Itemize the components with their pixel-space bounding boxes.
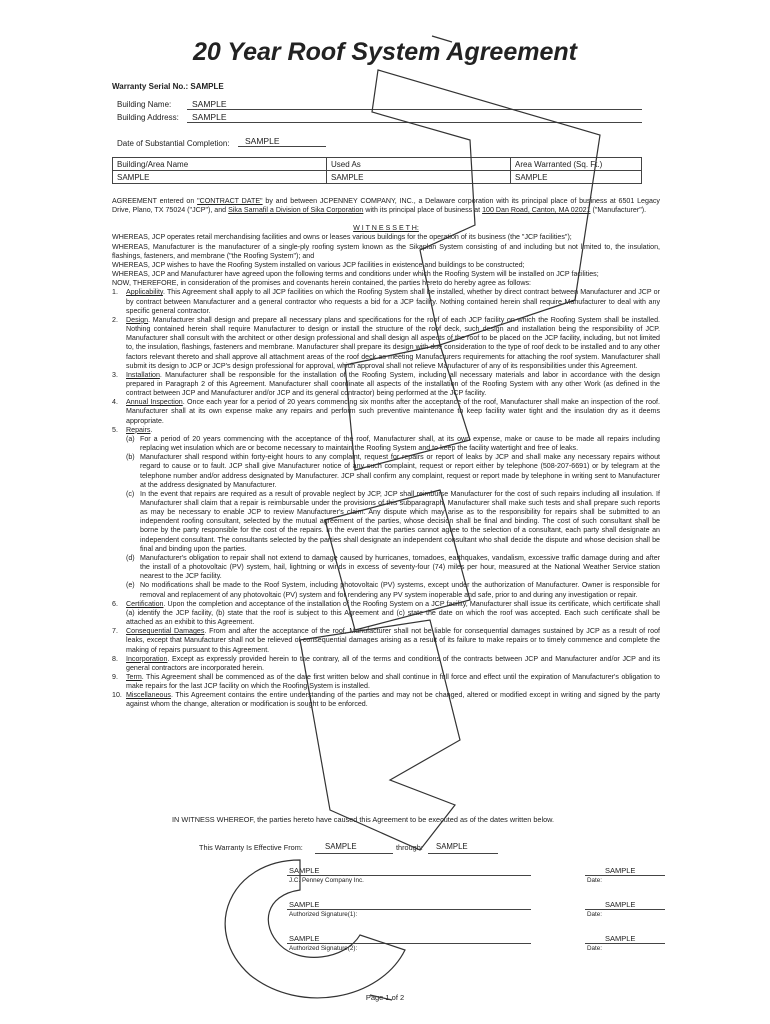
clause-text: . Manufacturer shall design and prepare all necessary plans and specifications for the roof of each JCP facility on which the Roofing System shall be installed. Nothing contained herein shall require Manufacturer to design or install the structure of the roof deck, such design and installation being the responsibility of JCP. Manufacturer shall consult with the architect or other design professional and shall design all aspects of the roof to be placed on the JCP facility, including, but not limited to, the insulation, flashings, fasteners and membrane. Manufacturer shall prepare its design with due consideration to the type of roof deck to be installed and to any other factors relevant thereto and shall approve all attachment areas of the roof deck as meeting Manufacturers requirements for attaching the roof system. Manufacturer shall submit its design to JCP or JCP's design professional for approval, which approval shall not relieve Manufacturer of any of its responsibilities under this Agreement. <box>126 315 660 370</box>
building-address-line <box>187 122 642 123</box>
page-title: 20 Year Roof System Agreement <box>193 38 577 66</box>
building-name-line <box>187 109 642 110</box>
clause-number: 2. <box>112 315 118 324</box>
signature-date-value: SAMPLE <box>605 934 636 943</box>
whereas-paragraph: NOW, THEREFORE, in consideration of the promises and covenants herein contained, the parties hereto do hereby agree as follows: <box>112 279 532 288</box>
subclause-text: Manufacturer's obligation to repair shall not extend to damage caused by hurricanes, tornadoes, earthquakes, vandalism, excessive traffic damage during and after the install of a photovoltaic (PV) system, hail, lightning or winds in excess of seventy-four (74) miles per hour, measured at the National Weather Service station nearest to the JCP facility. <box>140 553 660 581</box>
warranty-serial-value: SAMPLE <box>190 82 224 91</box>
building-address-label: Building Address: <box>117 113 179 122</box>
intro-text: AGREEMENT entered on <box>112 197 195 205</box>
signature-date-label: Date: <box>587 945 603 952</box>
repair-subclause <box>112 453 660 490</box>
clause-item <box>112 655 660 673</box>
subclause-letter: (b) <box>126 453 135 462</box>
witness-statement: IN WITNESS WHEREOF, the parties hereto have caused this Agreement to be executed as of the dates written below. <box>172 815 555 824</box>
completion-line <box>238 146 326 147</box>
clause-item <box>112 316 660 371</box>
clause-item <box>112 371 660 398</box>
warranty-serial <box>112 81 224 92</box>
contract-date: "CONTRACT DATE" <box>197 197 263 205</box>
intro-text: by and between JCPENNEY COMPANY, INC., a Delaware corporation with its principal place of business at 6501 Legacy Drive, Plano, TX 75024 ("JCP"), and <box>112 197 660 215</box>
subclause-text: In the event that repairs are required as a result of provable neglect by JCP, JCP shall reimburse Manufacturer for the cost of such repairs including all insulation. If Manufacturer shall claim that a repair is reimbursable under the provisions of this subparagraph, Manufacturer shall make such tests and shall prepare such reports as may be necessary to enable JCP to review Manufacturer's claim. Any dispute which may arise as to the responsibility for repairs shall be submitted to an independent roofing consultant, selected by the mutual agreement of the parties, whose decision shall be final and binding. The cost of such consultant shall be borne by the party responsible for the cost of the repairs. In the event that the parties cannot agree to the selection of a consultant, each party shall designate an independent consultant. The consultants selected by the parties shall designate an independent consultant who shall decide the dispute and whose decision shall be final and binding upon the parties. <box>140 489 660 553</box>
date-line <box>585 909 665 910</box>
clause-heading: Design <box>126 315 149 324</box>
clause-heading: Incorporation <box>126 654 168 663</box>
effective-label: This Warranty Is Effective From: <box>199 843 303 852</box>
clause-number: 5. <box>112 425 118 434</box>
signature-line <box>287 943 531 944</box>
clause-heading: Certification <box>126 599 164 608</box>
clause-text: . This Agreement shall be commenced as of the date first written below and shall continue in full force and effect until the expiration of Manufacturer's obligation to make repairs for the last JCP facility on which the Roofing System is installed. <box>126 672 660 691</box>
clause-heading: Miscellaneous <box>126 691 171 700</box>
effective-through-line <box>428 853 498 854</box>
intro-text: with its principal place of business at <box>365 206 481 215</box>
clause-item <box>112 426 660 435</box>
repair-subclause <box>112 581 660 599</box>
clause-number: 1. <box>112 288 118 297</box>
clause-number: 3. <box>112 370 118 379</box>
signature-caption: Authorized Signature(2): <box>289 945 358 952</box>
completion-label: Date of Substantial Completion: <box>117 139 230 148</box>
signature-name: SAMPLE <box>289 900 320 909</box>
clause-item <box>112 691 660 709</box>
completion-value: SAMPLE <box>245 136 280 146</box>
signature-name: SAMPLE <box>289 934 320 943</box>
clause-number: 10. <box>112 691 122 700</box>
clause-item <box>112 398 660 425</box>
clause-text: . Manufacturer shall be responsible for the installation of the Roofing System, including all necessary materials and labor in accordance with the design prepared in Paragraph 2 of this Agreement. Manufacturer shall coordinate all aspects of the installation of the Roofing System with any other Work (as defined in the contract between JCP and Manufacturer and/or JCP and its general contractor) being performed at the JCP facility. <box>126 370 660 398</box>
whereas-paragraph: WHEREAS, Manufacturer is the manufacturer of a single-ply roofing system known as the Sikaplan System consisting of and including but not limited to, the insulation, flashings, fasteners, and membrane ("the Roofing System"); and <box>112 242 660 260</box>
witnesseth-heading: W I T N E S S E T H: <box>353 224 419 233</box>
clause-text: . This Agreement contains the entire understanding of the parties and may not be changed, altered or modified except in writing and signed by the party against whom the change, alteration or modification is sought to be enforced. <box>126 691 660 709</box>
subclause-letter: (e) <box>126 581 135 590</box>
signature-caption: J.C. Penney Company Inc. <box>289 877 364 884</box>
clause-text: . <box>150 425 153 434</box>
building-name-value: SAMPLE <box>192 99 227 109</box>
clause-heading: Consequential Damages <box>126 627 205 636</box>
subclause-text: Manufacturer shall respond within forty-eight hours to any complaint, request for repairs or report of leaks by JCP and shall make any necessary repairs without regard to cause or to fault. JCP shall give Manufacturer notice of any such complaint, request or report either by telephone (508-207-6691) or by telegram at the telephone number and/or address designated by Manufacturer. JCP shall confirm any complaint, request or report made by telephone in writing sent to Manufacturer at the address designated by Manufacturer. <box>140 453 660 489</box>
clause-item <box>112 288 660 315</box>
effective-from: SAMPLE <box>325 842 357 851</box>
table-row <box>113 171 642 184</box>
intro-text: ("Manufacturer"). <box>592 206 647 215</box>
subclause-letter: (c) <box>126 489 135 498</box>
clause-heading: Applicability <box>126 288 163 297</box>
effective-from-line <box>315 853 393 854</box>
date-line <box>585 875 665 876</box>
area-table <box>112 157 642 184</box>
clause-item <box>112 673 660 691</box>
effective-through-label: through: <box>396 843 423 852</box>
building-name-label: Building Name: <box>117 100 172 109</box>
whereas-paragraph: WHEREAS, JCP and Manufacturer have agreed upon the following terms and conditions under which the Roofing System will be installed on JCP facilities; <box>112 270 599 279</box>
clause-heading: Repairs <box>126 425 151 434</box>
agreement-body <box>112 197 660 710</box>
signature-caption: Authorized Signature(1): <box>289 911 358 918</box>
page-number: Page 1 of 2 <box>365 993 405 1002</box>
clause-number: 4. <box>112 398 118 407</box>
clause-text: . Once each year for a period of 20 years commencing six months after the acceptance of the roof, Manufacturer shall make an inspection of the roof. Manufacturer shall at its own expense make any repairs and perform such preventive maintenance to keep facility water tight and the insulation dry as it deems appropriate. <box>126 398 661 425</box>
table-header: Area Warranted (Sq. Ft.) <box>511 158 642 171</box>
signature-date-label: Date: <box>587 877 603 884</box>
manufacturer-address: 100 Dan Road, Canton, MA 02021 <box>482 206 591 215</box>
effective-through: SAMPLE <box>436 842 468 851</box>
clause-number: 6. <box>112 599 118 608</box>
table-cell: SAMPLE <box>511 171 642 184</box>
signature-name: SAMPLE <box>289 866 320 875</box>
clause-item <box>112 627 660 654</box>
repair-subclause <box>112 490 660 554</box>
whereas-paragraph: WHEREAS, JCP wishes to have the Roofing System installed on various JCP facilities in existence and buildings to be constructed; <box>112 260 525 269</box>
table-header: Used As <box>327 158 511 171</box>
signature-date-value: SAMPLE <box>605 866 636 875</box>
subclause-text: No modifications shall be made to the Roof System, including photovoltaic (PV) systems, except under the authorization of Manufacturer. Owner is responsible for removal and replacement of any photovoltaic (PV) system and for rendering any PV system inoperable and safe, prior to and during any investigation or repair. <box>140 581 660 599</box>
manufacturer-name: Sika Sarnafil a Division of Sika Corporation <box>228 206 364 215</box>
table-cell: SAMPLE <box>327 171 511 184</box>
clause-text: . Upon the completion and acceptance of the installation of the Roofing System on a JCP facility, Manufacturer shall issue its certificate, which certificate shall (a) identify the JCP facility, (b) state that the roof is subject to this Agreement and (c) state the date on which the roof was accepted. Each such certificate shall be attached as an exhibit to this Agreement. <box>126 599 660 627</box>
signature-line <box>287 909 531 910</box>
table-cell: SAMPLE <box>113 171 327 184</box>
clause-number: 9. <box>112 672 118 681</box>
repair-subclause <box>112 435 660 453</box>
clause-heading: Term <box>126 672 142 681</box>
date-line <box>585 943 665 944</box>
clause-text: . Except as expressly provided herein to the contrary, all of the terms and conditions of the contracts between JCP and Manufacturer and/or JCP and its general contractors are incorporated herein. <box>126 654 660 672</box>
table-header: Building/Area Name <box>113 158 327 171</box>
subclause-text: For a period of 20 years commencing with the acceptance of the roof, Manufacturer shall, at its own expense, make or cause to be made all repairs including replacing wet insulation which are or become necessary to maintain the Roofing System and to keep the facility watertight and free of leaks. <box>140 434 660 453</box>
whereas-paragraph: WHEREAS, JCP operates retail merchandising facilities and owns or leases various buildings for the operation of its business (the "JCP facilities"); <box>112 233 572 242</box>
repair-subclause <box>112 554 660 581</box>
signature-date-label: Date: <box>587 911 603 918</box>
signature-line <box>287 875 531 876</box>
warranty-serial-label: Warranty Serial No.: <box>112 82 189 91</box>
clause-heading: Installation <box>126 370 160 379</box>
clause-text: . This Agreement shall apply to all JCP facilities on which the Roofing System shall be installed, whether by direct contract between Manufacturer and JCP or by contract between Manufacturer and a general contractor who requests a bid for a JCP facility. Nothing contained herein shall require Manufacturer to deal with any specific general contractor. <box>126 288 660 315</box>
subclause-letter: (d) <box>126 553 135 562</box>
building-address-value: SAMPLE <box>192 112 227 122</box>
signature-date-value: SAMPLE <box>605 900 636 909</box>
intro-paragraph <box>112 197 660 215</box>
clause-text: . From and after the acceptance of the roof, Manufacturer shall not be liable for consequential damages sustained by JCP as a result of roof leaks, except that Manufacturer shall not be relieved of consequential damages arising as a result of its failure to make repairs or to timely commence and complete the making of repairs pursuant to this Agreement. <box>126 627 660 654</box>
clause-heading: Annual Inspection <box>126 398 183 407</box>
clause-number: 7. <box>112 627 118 636</box>
table-header-row <box>113 158 642 171</box>
clause-number: 8. <box>112 654 118 663</box>
clause-item <box>112 600 660 627</box>
subclause-letter: (a) <box>126 434 135 443</box>
